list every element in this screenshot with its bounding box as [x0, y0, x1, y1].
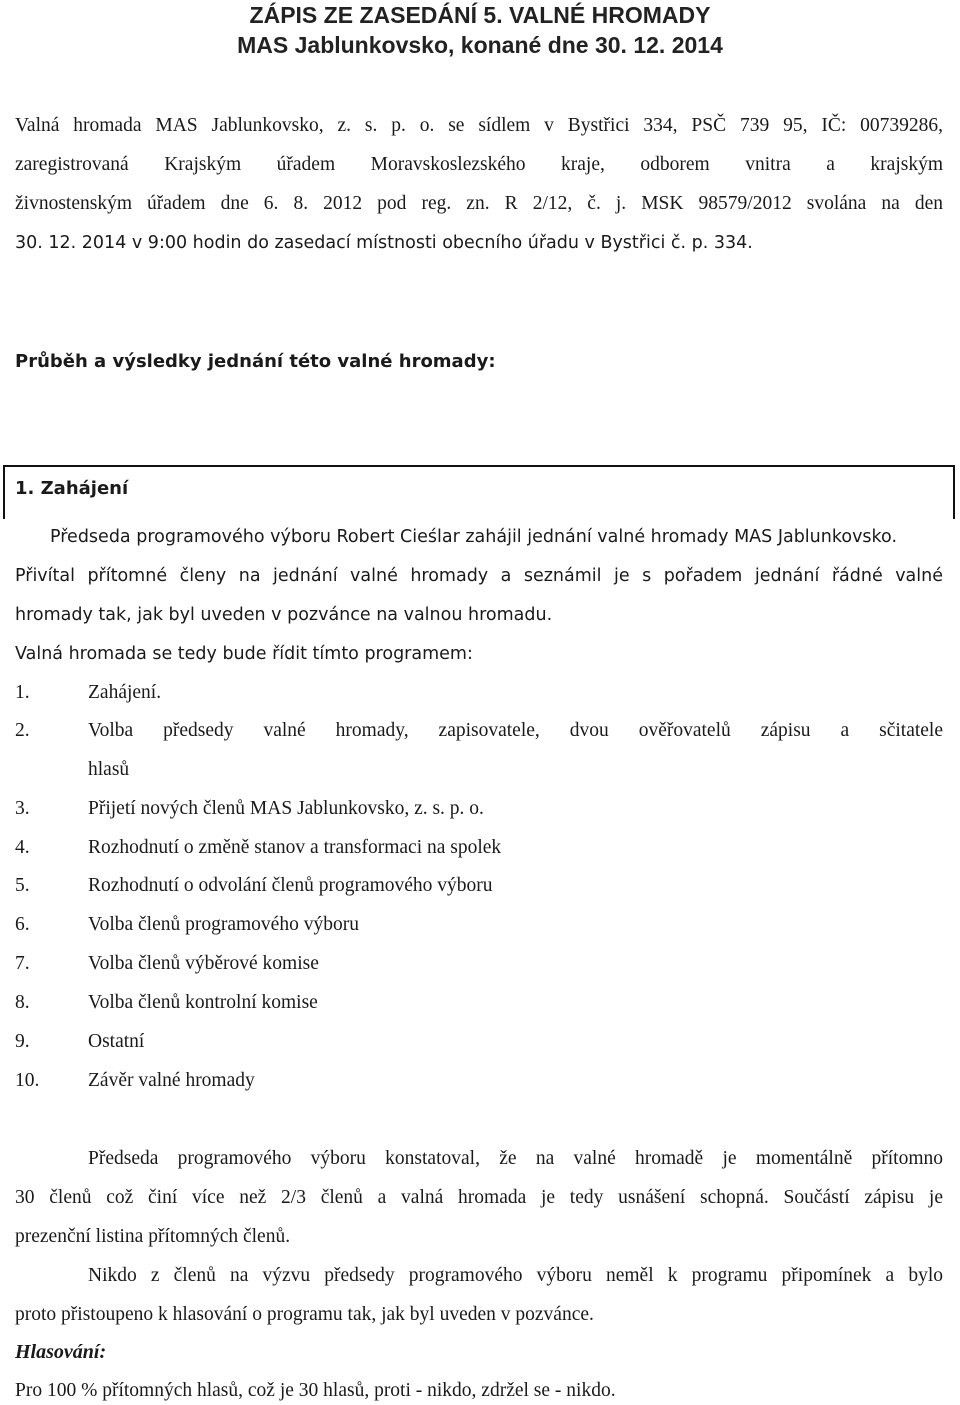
paragraph-2-line: prezenční listina přítomných členů.: [15, 1226, 291, 1247]
paragraph-3-line: Nikdo z členů na výzvu předsedy programového výboru neměl k programu připomínek a bylo: [88, 1265, 943, 1286]
program-item: Rozhodnutí o odvolání členů programového výboru: [88, 875, 493, 896]
program-item: Rozhodnutí o změně stanov a transformaci na spolek: [88, 837, 502, 858]
program-item-continued: hlasů: [88, 759, 130, 780]
section-heading: Průběh a výsledky jednání této valné hromady:: [15, 351, 496, 372]
section-box: [3, 465, 955, 519]
program-item: Volba členů programového výboru: [88, 914, 359, 935]
program-item-number: 7.: [15, 953, 30, 974]
intro-line: Valná hromada MAS Jablunkovsko, z. s. p. o. se sídlem v Bystřici 334, PSČ 739 95, IČ: 00739286,: [15, 115, 943, 136]
document-subtitle: MAS Jablunkovsko, konané dne 30. 12. 2014: [237, 32, 723, 58]
program-item: Závěr valné hromady: [88, 1070, 255, 1091]
program-intro: Valná hromada se tedy bude řídit tímto programem:: [15, 644, 473, 664]
intro-line: zaregistrovaná Krajským úřadem Moravskoslezského kraje, odborem vnitra a krajským: [15, 154, 943, 175]
program-item: Zahájení.: [88, 682, 162, 703]
program-item-number: 2.: [15, 720, 30, 741]
section-1-paragraph-line: Předseda programového výboru Robert Cieślar zahájil jednání valné hromady MAS Jablunkovsko.: [50, 527, 898, 547]
voting-label: Hlasování:: [15, 1341, 107, 1363]
program-item-number: 3.: [15, 798, 30, 819]
paragraph-2-line: Předseda programového výboru konstatoval, že na valné hromadě je momentálně přítomno: [88, 1148, 943, 1169]
program-item-number: 6.: [15, 914, 30, 935]
program-item-number: 1.: [15, 682, 30, 703]
program-item-number: 9.: [15, 1031, 30, 1052]
paragraph-3-line: proto přistoupeno k hlasování o programu tak, jak byl uveden v pozvánce.: [15, 1304, 594, 1325]
program-item: Přijetí nových členů MAS Jablunkovsko, z. s. p. o.: [88, 798, 484, 819]
program-item: Volba členů kontrolní komise: [88, 992, 318, 1013]
intro-line: živnostenským úřadem dne 6. 8. 2012 pod reg. zn. R 2/12, č. j. MSK 98579/2012 svolána na den: [15, 193, 943, 214]
section-1-paragraph-line: Přivítal přítomné členy na jednání valné hromady a seznámil je s pořadem jednání řádné valné: [15, 566, 943, 586]
section-1-title: 1. Zahájení: [15, 478, 129, 499]
program-item: Volba členů výběrové komise: [88, 953, 319, 974]
program-item: Ostatní: [88, 1031, 145, 1052]
document-title: ZÁPIS ZE ZASEDÁNÍ 5. VALNÉ HROMADY: [249, 2, 711, 28]
section-1-paragraph-line: hromady tak, jak byl uveden v pozvánce na valnou hromadu.: [15, 605, 553, 625]
voting-result: Pro 100 % přítomných hlasů, což je 30 hlasů, proti - nikdo, zdržel se - nikdo.: [15, 1380, 616, 1401]
program-item-number: 10.: [15, 1070, 40, 1091]
intro-line: 30. 12. 2014 v 9:00 hodin do zasedací místnosti obecního úřadu v Bystřici č. p. 334.: [15, 233, 753, 253]
program-item-number: 4.: [15, 837, 30, 858]
program-item-number: 5.: [15, 875, 30, 896]
program-item: Volba předsedy valné hromady, zapisovatele, dvou ověřovatelů zápisu a sčitatele: [88, 720, 943, 741]
paragraph-2-line: 30 členů což činí více než 2/3 členů a valná hromada je tedy usnášení schopná. Součástí zápisu je: [15, 1187, 943, 1208]
program-item-number: 8.: [15, 992, 30, 1013]
